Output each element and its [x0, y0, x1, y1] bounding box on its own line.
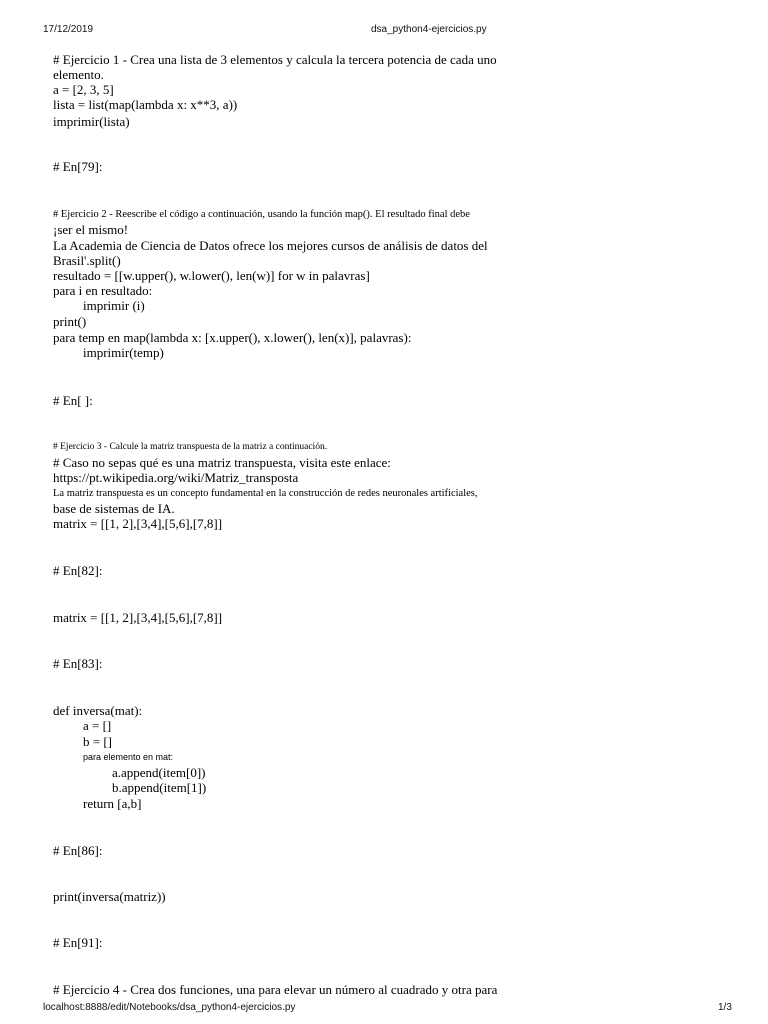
page-url: localhost:8888/edit/Notebooks/dsa_python4-ejercicios.py: [43, 1002, 296, 1013]
code-line: para elemento en mat:: [83, 752, 174, 762]
exercise-4-heading: # Ejercicio 4 - Crea dos funciones, una para elevar un número al cuadrado y otra para: [53, 982, 498, 997]
code-line: print(): [53, 314, 87, 329]
exercise-1-heading-cont: elemento.: [53, 67, 104, 82]
code-line: b = []: [83, 734, 112, 749]
code-line: imprimir(temp): [83, 345, 164, 360]
code-line: matrix = [[1, 2],[3,4],[5,6],[7,8]]: [53, 610, 223, 625]
cell-marker: # En[83]:: [53, 656, 103, 671]
exercise-1-heading: # Ejercicio 1 - Crea una lista de 3 elementos y calcula la tercera potencia de cada uno: [53, 52, 497, 67]
document-title: dsa_python4-ejercicios.py: [371, 24, 487, 35]
code-line: imprimir(lista): [53, 114, 130, 129]
code-line: return [a,b]: [83, 796, 142, 811]
cell-marker: # En[79]:: [53, 159, 103, 174]
print-date: 17/12/2019: [43, 24, 94, 35]
code-line: print(inversa(matriz)): [53, 889, 166, 904]
code-line: resultado = [[w.upper(), w.lower(), len(w)] for w in palavras]: [53, 268, 370, 283]
code-line: a = [2, 3, 5]: [53, 82, 114, 97]
cell-marker: # En[82]:: [53, 563, 103, 578]
code-line: b.append(item[1]): [112, 780, 207, 795]
code-line: para temp en map(lambda x: [x.upper(), x.lower(), len(x)], palavras):: [53, 330, 412, 345]
cell-marker: # En[91]:: [53, 935, 103, 950]
code-line: Brasil'.split(): [53, 253, 121, 268]
code-line: La Academia de Ciencia de Datos ofrece los mejores cursos de análisis de datos del: [53, 238, 488, 253]
code-line: matrix = [[1, 2],[3,4],[5,6],[7,8]]: [53, 516, 223, 531]
exercise-2-heading: # Ejercicio 2 - Reescribe el código a continuación, usando la función map(). El resultado final debe: [53, 209, 470, 220]
code-line: a.append(item[0]): [112, 765, 206, 780]
comment-line: base de sistemas de IA.: [53, 501, 175, 516]
comment-line: # Caso no sepas qué es una matriz transpuesta, visita este enlace:: [53, 455, 391, 470]
cell-marker: # En[ ]:: [53, 393, 93, 408]
exercise-3-heading: # Ejercicio 3 - Calcule la matriz transpuesta de la matriz a continuación.: [53, 442, 328, 452]
code-line: imprimir (i): [83, 298, 145, 313]
exercise-2-heading-cont: ¡ser el mismo!: [53, 222, 129, 237]
wiki-link-text: https://pt.wikipedia.org/wiki/Matriz_transposta: [53, 470, 299, 485]
page-number: 1/3: [718, 1002, 732, 1013]
code-line: def inversa(mat):: [53, 703, 143, 718]
code-line: lista = list(map(lambda x: x**3, a)): [53, 97, 238, 112]
code-line: a = []: [83, 718, 112, 733]
cell-marker: # En[86]:: [53, 843, 103, 858]
comment-line: La matriz transpuesta es un concepto fundamental en la construcción de redes neuronales artificiales,: [53, 488, 478, 499]
code-line: para i en resultado:: [53, 283, 153, 298]
